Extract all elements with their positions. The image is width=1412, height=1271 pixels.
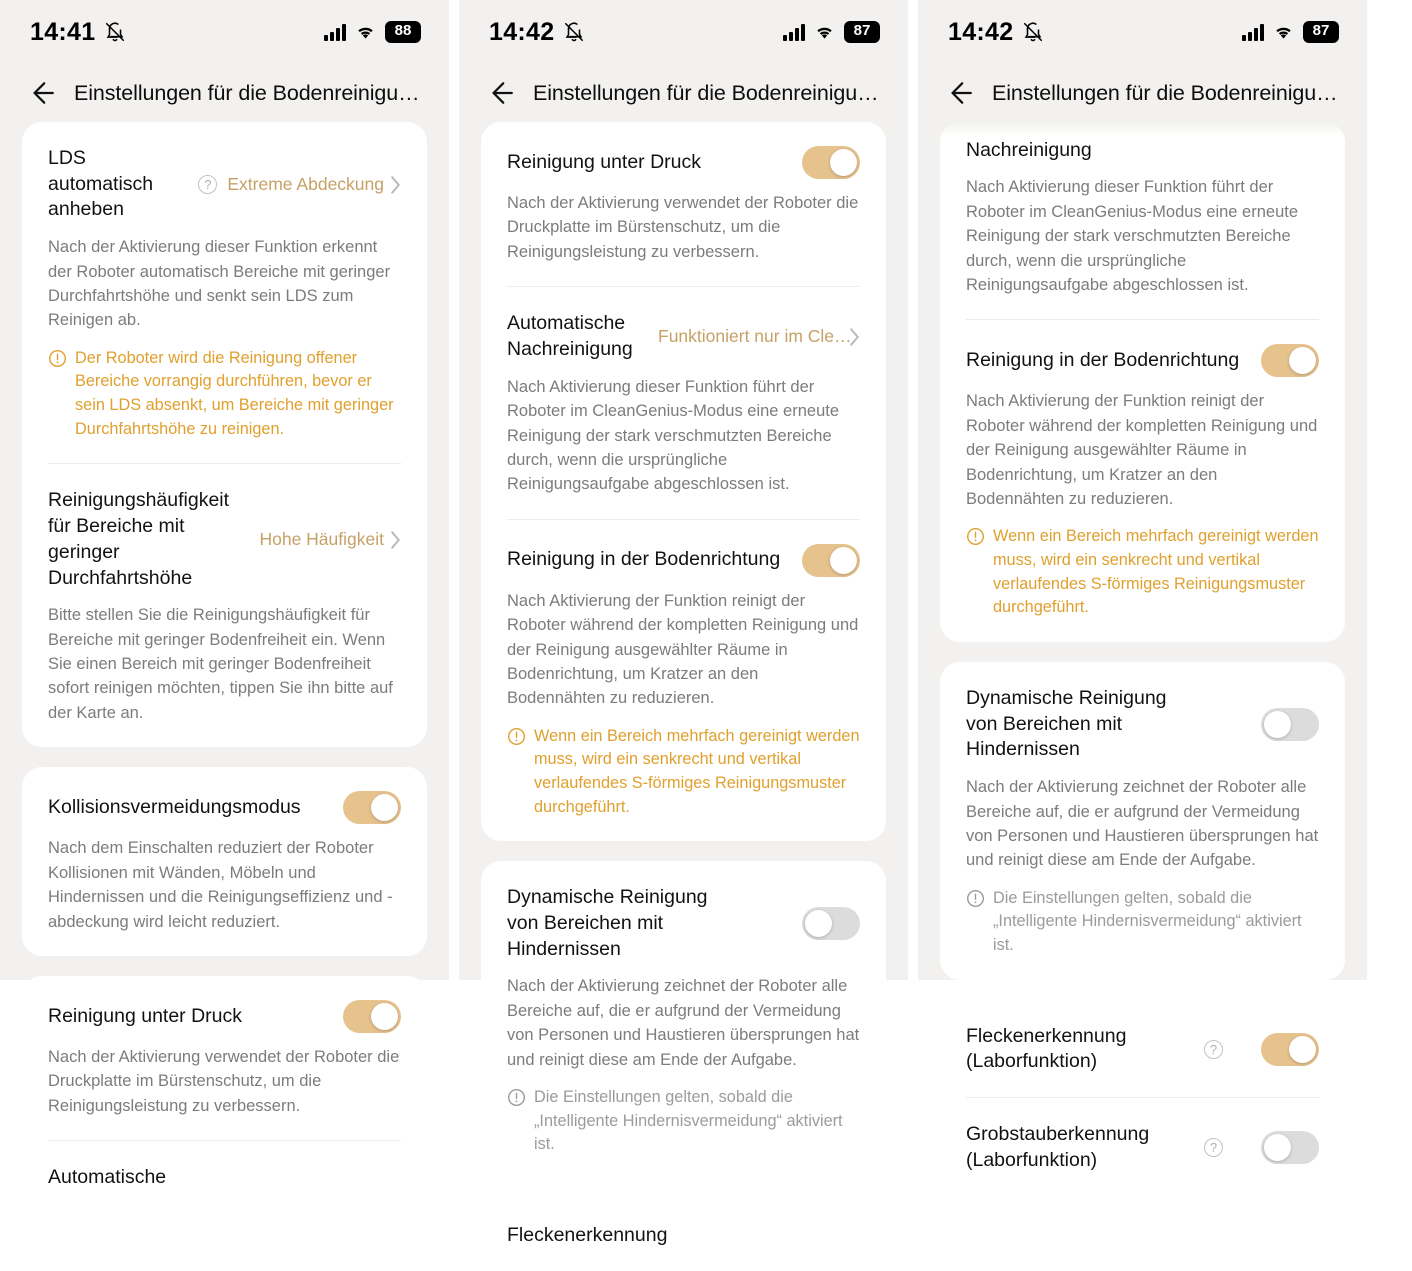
row-title: Kollisionsvermeidungsmodus (48, 795, 301, 818)
row-title: Nachreinigung (966, 139, 1092, 161)
status-left (489, 18, 585, 47)
row-note-text: Die Einstellungen gelten, sobald die „Intelligente Hindernisvermeidung“ aktiviert ist. (993, 888, 1302, 954)
card-collision (22, 767, 427, 956)
row-value-group[interactable] (227, 174, 401, 195)
row-value-group[interactable] (259, 529, 401, 550)
app-bar (0, 64, 449, 122)
row-dynamic-obstacle-cleaning[interactable] (966, 662, 1319, 980)
battery-badge: 87 (1303, 21, 1339, 43)
status-bar (918, 0, 1367, 64)
row-auto-reclean-partial[interactable] (48, 1140, 401, 1213)
row-title: Automatische (48, 1166, 167, 1189)
row-title: LDS automatisch anheben (48, 147, 154, 221)
row-dynamic-obstacle-cleaning[interactable] (507, 861, 860, 1179)
row-stain-detection[interactable] (966, 1000, 1319, 1097)
status-left (30, 18, 126, 47)
row-note (48, 347, 401, 442)
row-value: Funktioniert nur im Cle… (658, 326, 852, 347)
status-right (324, 21, 421, 43)
battery-badge: 88 (385, 21, 421, 43)
row-note (507, 1086, 860, 1157)
row-title: Grobstauberkennung (Laborfunktion) (966, 1123, 1150, 1171)
row-description: Nach Aktivierung dieser Funktion führt der Roboter im CleanGenius-Modus eine erneute Reinigung der stark verschmutzten Bereiche durch, wenn die ursprüngliche Reinigungsaufgabe abgeschlossen ist. (507, 377, 840, 494)
row-description: Nach Aktivierung dieser Funktion führt der Roboter im CleanGenius-Modus eine erneute Reinigung der stark verschmutzten Bereiche durch, wenn die ursprüngliche Reinigungsaufgabe abgeschlossen ist. (966, 178, 1299, 294)
row-description: Nach der Aktivierung verwendet der Roboter die Druckplatte im Bürstenschutz, um die Reinigungsleistung zu verbessern. (507, 194, 859, 261)
wifi-icon (1273, 24, 1294, 40)
row-title: Reinigungshäufigkeit für Bereiche mit geringer Durchfahrtshöhe (48, 489, 230, 589)
row-description: Nach Aktivierung der Funktion reinigt der Roboter während der kompletten Reinigung und der Reinigung ausgewählter Räume in Bodenrichtung, um Kratzer an den Bodennähten zu reduzieren. (507, 591, 859, 708)
row-auto-reclean[interactable] (507, 286, 860, 519)
row-description: Nach Aktivierung der Funktion reinigt der Roboter während der kompletten Reinigung und der Reinigung ausgewählter Räume in Bodenrichtung, um Kratzer an den Bodennähten zu reduzieren. (966, 392, 1318, 508)
app-bar (459, 64, 908, 122)
row-title: Reinigung in der Bodenrichtung (966, 349, 1240, 371)
row-note (966, 525, 1319, 620)
signal-bars-icon (1242, 24, 1264, 41)
row-description: Nach der Aktivierung zeichnet der Roboter alle Bereiche auf, die er aufgrund der Vermeidung von Personen und Haustieren übersprungen hat und reinigt diese am Ende der Aufgabe. (507, 977, 860, 1069)
row-note (966, 887, 1319, 958)
back-arrow-icon[interactable] (485, 78, 515, 108)
row-value: Hohe Häufigkeit (259, 529, 384, 550)
row-title: Fleckenerkennung (507, 1223, 668, 1246)
info-circle-icon (507, 1088, 526, 1157)
card-pressure-group (481, 122, 886, 841)
card-lds-group (22, 122, 427, 747)
wifi-icon (355, 24, 376, 40)
row-coarse-dust-detection[interactable] (966, 1097, 1319, 1195)
chevron-right-icon (390, 176, 401, 194)
coarse-dust-detection-toggle[interactable] (1261, 1131, 1319, 1164)
floor-direction-toggle[interactable] (1261, 344, 1319, 377)
status-right (783, 21, 880, 43)
info-circle-icon (507, 727, 526, 820)
status-clock: 14:41 (30, 17, 96, 46)
row-low-clearance-frequency[interactable] (48, 463, 401, 747)
pressure-cleaning-toggle[interactable] (802, 146, 860, 179)
row-title: Reinigung unter Druck (48, 1004, 243, 1027)
phone-screen-3 (918, 0, 1367, 1171)
status-bar (0, 0, 449, 64)
row-title: Fleckenerkennung (Laborfunktion) (966, 1024, 1127, 1073)
row-value: Extreme Abdeckung (227, 174, 384, 195)
row-title: Reinigung in der Bodenrichtung (507, 548, 781, 571)
bell-off-icon (563, 21, 585, 43)
page-title: Einstellungen für die Bodenreinigu… (992, 80, 1338, 105)
phone-screen-2 (459, 0, 908, 1246)
row-pressure-cleaning[interactable] (507, 122, 860, 286)
row-description: Nach der Aktivierung verwendet der Roboter die Druckplatte im Bürstenschutz, um die Reinigungsleistung zu verbessern. (48, 1047, 400, 1115)
row-value-group[interactable] (658, 326, 860, 347)
app-bar (918, 64, 1367, 122)
row-title: Dynamische Reinigung von Bereichen mit Hindernissen (507, 886, 708, 960)
row-note-text: Wenn ein Bereich mehrfach gereinigt werden muss, wird ein senkrecht und vertikal verlaufendes S-förmiges Reinigungsmuster durchgeführt. (993, 527, 1319, 617)
row-description: Nach dem Einschalten reduziert der Roboter Kollisionen mit Wänden, Möbeln und Hindernissen und die Reinigungseffizienz und -abdeckung wird leicht reduziert. (48, 839, 393, 931)
collision-avoidance-toggle[interactable] (343, 791, 401, 824)
settings-scroll-1[interactable] (0, 122, 449, 1189)
status-left (948, 18, 1044, 47)
row-description: Nach der Aktivierung dieser Funktion erkennt der Roboter automatisch Bereiche mit geringer Durchfahrtshöhe und senkt sein LDS zum Reinigen ab. (48, 238, 391, 330)
card-stain-detection-partial (481, 1199, 886, 1271)
page-title: Einstellungen für die Bodenreinigu… (74, 80, 420, 105)
question-mark-icon[interactable]: ? (1204, 1138, 1223, 1157)
row-note-text: Die Einstellungen gelten, sobald die „Intelligente Hindernisvermeidung“ aktiviert ist. (534, 1088, 843, 1154)
row-floor-direction[interactable] (966, 319, 1319, 642)
dynamic-obstacle-cleaning-toggle[interactable] (1261, 708, 1319, 741)
status-clock: 14:42 (948, 17, 1014, 46)
row-stain-detection-partial[interactable] (507, 1199, 860, 1271)
back-arrow-icon[interactable] (944, 78, 974, 108)
row-floor-direction[interactable] (507, 519, 860, 842)
info-circle-icon (966, 527, 985, 620)
phone-screen-1 (0, 0, 449, 1189)
dynamic-obstacle-cleaning-toggle[interactable] (802, 907, 860, 940)
info-circle-icon (966, 889, 985, 958)
settings-scroll-3[interactable] (918, 122, 1367, 1171)
row-pressure-cleaning[interactable] (48, 976, 401, 1140)
wifi-icon (814, 24, 835, 40)
signal-bars-icon (324, 24, 346, 41)
stain-detection-toggle[interactable] (1261, 1033, 1319, 1066)
card-lab-functions (940, 1000, 1345, 1196)
battery-badge: 87 (844, 21, 880, 43)
status-clock: 14:42 (489, 17, 555, 46)
back-arrow-icon[interactable] (26, 78, 56, 108)
info-circle-icon (48, 349, 67, 442)
signal-bars-icon (783, 24, 805, 41)
card-dynamic-cleaning (940, 662, 1345, 980)
floor-direction-toggle[interactable] (802, 544, 860, 577)
page-title: Einstellungen für die Bodenreinigu… (533, 80, 879, 105)
pressure-cleaning-toggle[interactable] (343, 1000, 401, 1033)
row-auto-reclean-continued[interactable] (966, 128, 1319, 319)
chevron-right-icon (390, 531, 401, 549)
question-mark-icon[interactable]: ? (1204, 1040, 1223, 1059)
row-description: Bitte stellen Sie die Reinigungshäufigkeit für Bereiche mit geringer Bodenfreiheit ein. Wenn Sie einen Bereich mit geringer Bodenfreiheit sofort reinigen möchten, tippen Sie ihn bitte auf der Karte an. (48, 606, 393, 722)
row-title: Reinigung unter Druck (507, 150, 702, 173)
row-lds-auto-lift[interactable] (48, 122, 401, 463)
card-pressure (22, 976, 427, 1213)
settings-scroll-2[interactable] (459, 122, 908, 1246)
row-note-text: Der Roboter wird die Reinigung offener Bereiche vorrangig durchführen, bevor er sein LDS absenkt, um Bereiche mit geringer Durchfahrtshöhe zu reinigen. (75, 348, 394, 438)
status-right (1242, 21, 1339, 43)
row-note (507, 725, 860, 820)
question-mark-icon[interactable]: ? (198, 175, 217, 194)
row-title: Automatische Nachreinigung (507, 312, 633, 360)
status-bar (459, 0, 908, 64)
row-collision-avoidance[interactable] (48, 767, 401, 956)
row-title: Dynamische Reinigung von Bereichen mit Hindernissen (966, 686, 1167, 761)
chevron-right-icon (849, 328, 860, 346)
card-dynamic-cleaning (481, 861, 886, 1179)
card-reclean-group (940, 122, 1345, 642)
row-note-text: Wenn ein Bereich mehrfach gereinigt werden muss, wird ein senkrecht und vertikal verlaufendes S-förmiges Reinigungsmuster durchgeführt. (534, 726, 860, 816)
bell-off-icon (1022, 21, 1044, 43)
bell-off-icon (104, 21, 126, 43)
row-description: Nach der Aktivierung zeichnet der Roboter alle Bereiche auf, die er aufgrund der Vermeidung von Personen und Haustieren übersprungen hat und reinigt diese am Ende der Aufgabe. (966, 778, 1319, 870)
